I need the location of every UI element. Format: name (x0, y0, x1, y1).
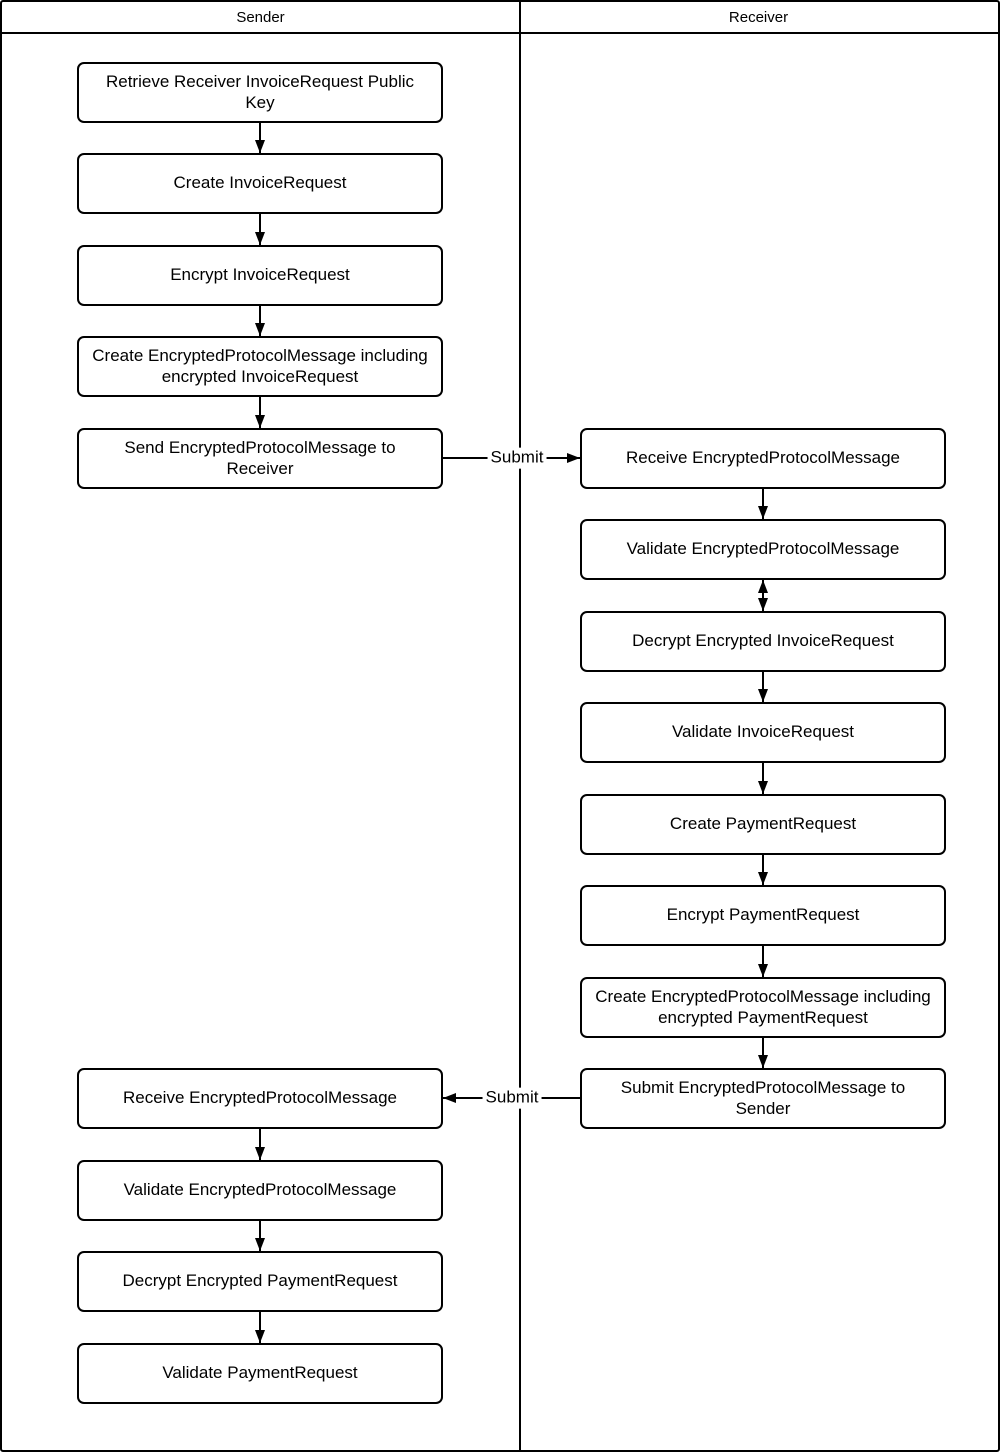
node-validate-paymentrequest: Validate PaymentRequest (77, 1343, 443, 1404)
node-create-paymentrequest: Create PaymentRequest (580, 794, 946, 855)
node-receive-encryptedprotocolmessage-receiver: Receive EncryptedProtocolMessage (580, 428, 946, 489)
node-submit-encryptedprotocolmessage: Submit EncryptedProtocolMessage to Sender (580, 1068, 946, 1129)
node-retrieve-invoicerequest-public-key: Retrieve Receiver InvoiceRequest Public Key (77, 62, 443, 123)
edge-label-submit-to-receiver: Submit (488, 448, 547, 469)
node-validate-invoicerequest: Validate InvoiceRequest (580, 702, 946, 763)
lane-header-sender: Sender (236, 8, 285, 26)
node-create-encryptedprotocolmessage-invoicerequest: Create EncryptedProtocolMessage including encrypted InvoiceRequest (77, 336, 443, 397)
node-receive-encryptedprotocolmessage-sender: Receive EncryptedProtocolMessage (77, 1068, 443, 1129)
node-encrypt-paymentrequest: Encrypt PaymentRequest (580, 885, 946, 946)
node-decrypt-encrypted-paymentrequest: Decrypt Encrypted PaymentRequest (77, 1251, 443, 1312)
edge-label-submit-to-sender: Submit (483, 1088, 542, 1109)
node-send-encryptedprotocolmessage: Send EncryptedProtocolMessage to Receiver (77, 428, 443, 489)
node-create-encryptedprotocolmessage-paymentrequest: Create EncryptedProtocolMessage including encrypted PaymentRequest (580, 977, 946, 1038)
node-create-invoicerequest: Create InvoiceRequest (77, 153, 443, 214)
lane-header-row (2, 2, 998, 34)
node-validate-encryptedprotocolmessage-receiver: Validate EncryptedProtocolMessage (580, 519, 946, 580)
node-decrypt-encrypted-invoicerequest: Decrypt Encrypted InvoiceRequest (580, 611, 946, 672)
node-validate-encryptedprotocolmessage-sender: Validate EncryptedProtocolMessage (77, 1160, 443, 1221)
node-encrypt-invoicerequest: Encrypt InvoiceRequest (77, 245, 443, 306)
lane-header-receiver: Receiver (728, 8, 789, 26)
